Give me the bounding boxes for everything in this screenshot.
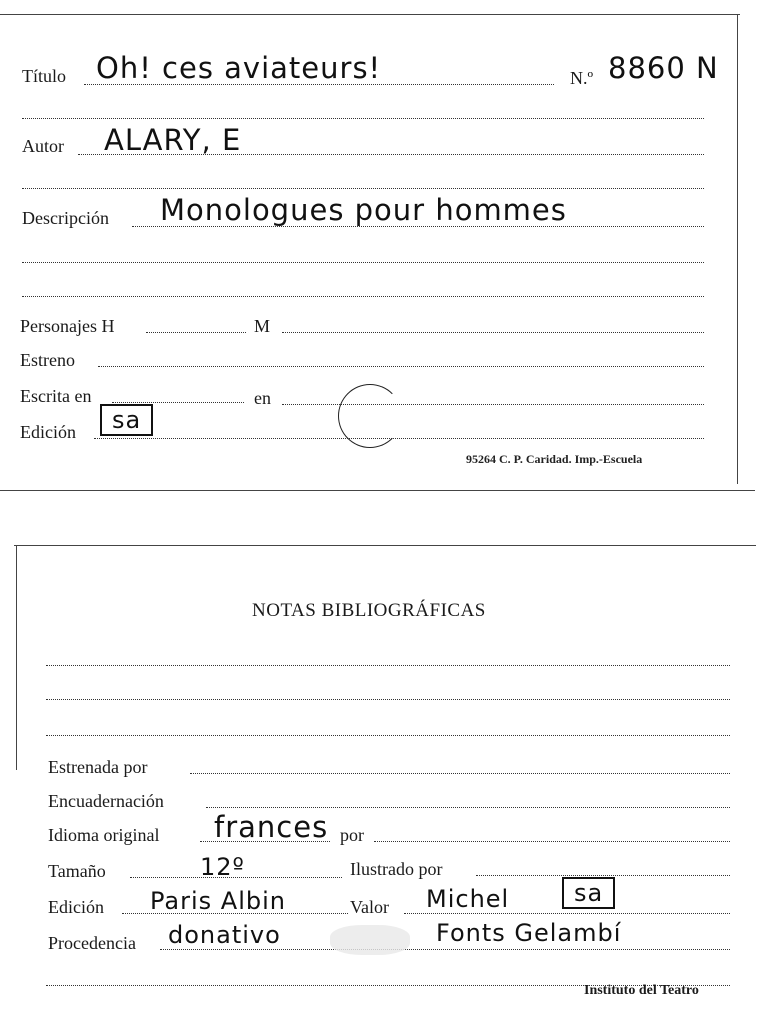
blank-line	[46, 665, 730, 666]
estreno-label: Estreno	[20, 350, 75, 370]
edicion-line	[94, 438, 704, 439]
idioma-por-label: por	[340, 825, 364, 845]
blank-line	[22, 118, 704, 119]
catalog-card-back	[0, 545, 759, 1028]
blank-line	[46, 735, 730, 736]
procedencia-value2: Fonts Gelambí	[436, 919, 622, 947]
descripcion-label: Descripción	[22, 208, 109, 228]
idioma-label: Idioma original	[48, 825, 160, 845]
personajes-label: Personajes H	[20, 316, 115, 336]
card-bottom-edge	[0, 490, 755, 491]
card-top-edge	[14, 545, 756, 546]
edicion2-label: Edición	[48, 897, 104, 917]
blank-line	[22, 296, 704, 297]
personajes-h-line	[146, 332, 246, 333]
blank-line	[46, 699, 730, 700]
stamp-circle	[338, 384, 402, 448]
edicion-label: Edición	[20, 422, 76, 442]
numero-value: 8860 N	[608, 51, 719, 85]
ilustrado-label: Ilustrado por	[350, 859, 443, 879]
estrenada-line	[190, 773, 730, 774]
encuadernacion-line	[206, 807, 730, 808]
estrenada-label: Estrenada por	[48, 757, 148, 777]
printer-imprint: 95264 C. P. Caridad. Imp.-Escuela	[466, 452, 643, 466]
personajes-m-label: M	[254, 316, 271, 336]
titulo-value: Oh! ces aviateurs!	[96, 51, 382, 85]
edicion-value: sa	[100, 404, 153, 436]
card-left-edge	[16, 545, 17, 770]
catalog-card-front	[0, 0, 759, 492]
edicion2-value: Paris Albin	[150, 887, 286, 915]
procedencia-label: Procedencia	[48, 933, 136, 953]
erasure-smudge	[330, 925, 410, 955]
personajes-m-line	[282, 332, 704, 333]
blank-line	[22, 262, 704, 263]
card-right-edge	[737, 14, 738, 484]
titulo-label: Título	[22, 66, 66, 86]
escrita-line	[112, 402, 244, 403]
autor-label: Autor	[22, 136, 64, 156]
escrita-en-label: en	[254, 388, 271, 408]
valor-label: Valor	[350, 897, 389, 917]
estreno-line	[98, 366, 704, 367]
idioma-por-line	[374, 841, 730, 842]
procedencia-value: donativo	[168, 921, 281, 949]
ilustrado-line	[476, 875, 730, 876]
idioma-value: frances	[214, 810, 329, 844]
card-top-edge	[0, 14, 740, 15]
escrita-label: Escrita en	[20, 386, 92, 406]
autor-value: ALARY, E	[104, 123, 242, 157]
valor-value: Michel	[426, 885, 510, 913]
tamano-label: Tamaño	[48, 861, 106, 881]
numero-label: N.º	[570, 68, 594, 88]
blank-line	[22, 188, 704, 189]
institution-footer: Instituto del Teatro	[584, 983, 699, 998]
tamano-value: 12º	[200, 853, 245, 881]
valor-bracket-value: sa	[562, 877, 615, 909]
descripcion-value: Monologues pour hommes	[160, 193, 567, 227]
notas-heading: NOTAS BIBLIOGRÁFICAS	[252, 600, 486, 621]
encuadernacion-label: Encuadernación	[48, 791, 164, 811]
